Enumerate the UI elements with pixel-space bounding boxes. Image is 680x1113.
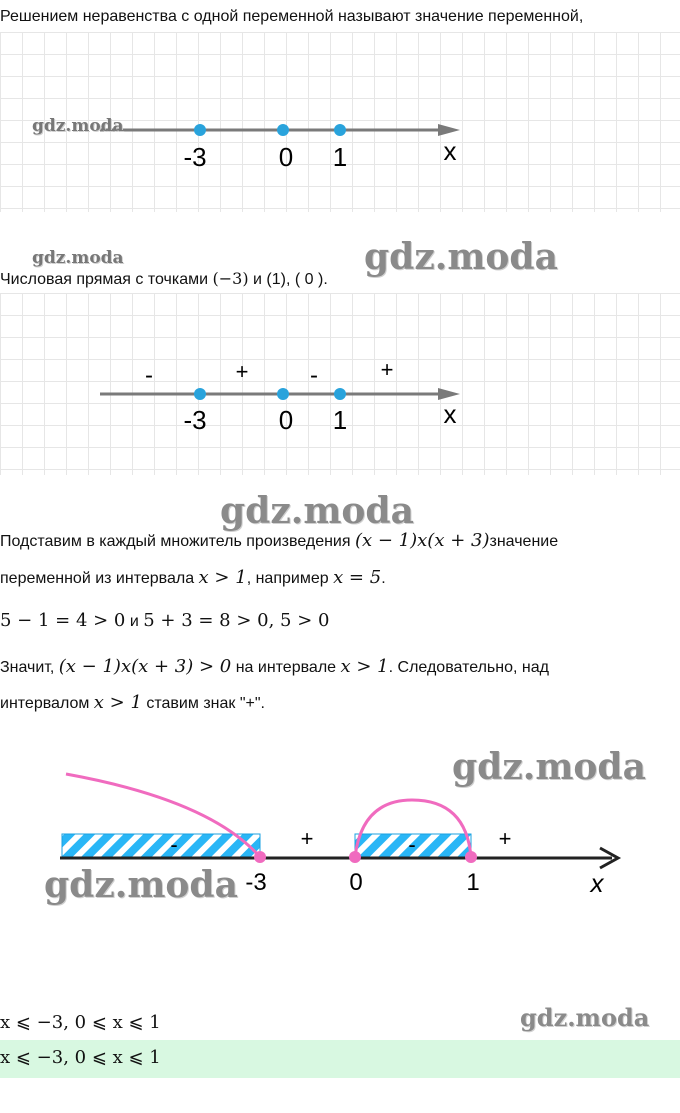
caption-2: Числовая прямая с точками (−3) и (1), ( 0 ).: [0, 269, 328, 288]
point-minus-3: [194, 124, 206, 136]
point-0: [349, 851, 361, 863]
sign-plus-1: +: [300, 826, 314, 851]
intro-text: Решением неравенства с одной переменной называют значение переменной,: [0, 8, 584, 25]
point-minus-3: [254, 851, 266, 863]
number-line-svg-2: [0, 293, 680, 475]
axis-arrow-icon: [438, 124, 460, 136]
point-1: [334, 388, 346, 400]
sign-interval-3: -: [310, 362, 318, 389]
sign-interval-2: +: [235, 359, 249, 384]
point-0: [277, 388, 289, 400]
sign-interval-4: +: [380, 357, 394, 382]
label-0: 0: [278, 405, 294, 435]
point-0: [277, 124, 289, 136]
watermark: gdz.moda: [44, 864, 238, 906]
label-minus-3: -3: [245, 869, 267, 896]
answer-line: x ⩽ −3, 0 ⩽ x ⩽ 1: [0, 1012, 161, 1033]
sign-shaded-middle: -: [408, 832, 416, 857]
watermark: gdz.moda: [364, 236, 558, 278]
paragraph-3-line-2: интервалом x > 1 ставим знак "+".: [0, 692, 265, 713]
sign-interval-1: -: [145, 362, 153, 389]
point-minus-3: [194, 388, 206, 400]
axis-label-x: x: [443, 136, 457, 166]
axis-label-x: x: [443, 399, 457, 429]
label-1: 1: [332, 405, 348, 435]
solution-diagram: [0, 740, 680, 920]
paragraph-3-line-1: Значит, (x − 1)x(x + 3) > 0 на интервале x > 1. Следовательно, над: [0, 656, 549, 677]
sign-plus-2: +: [498, 826, 512, 851]
watermark: gdz.moda: [32, 116, 124, 136]
label-0: 0: [349, 869, 363, 896]
number-line-figure-2: [0, 293, 680, 475]
label-0: 0: [278, 142, 294, 172]
label-minus-3: -3: [183, 405, 207, 435]
watermark: gdz.moda: [452, 746, 646, 788]
answer-highlighted: x ⩽ −3, 0 ⩽ x ⩽ 1: [0, 1047, 161, 1068]
answer-highlight: [0, 1040, 680, 1078]
number-line-figure-1: [0, 32, 680, 212]
axis-label-x: x: [590, 868, 604, 898]
paragraph-2: 5 − 1 = 4 > 0 и 5 + 3 = 8 > 0, 5 > 0: [0, 610, 330, 631]
paragraph-1-line-1: Подставим в каждый множитель произведения (x − 1)x(x + 3)значение: [0, 530, 559, 551]
label-1: 1: [332, 142, 348, 172]
sign-shaded-left: -: [170, 832, 178, 857]
point-1: [465, 851, 477, 863]
label-minus-3: -3: [183, 142, 207, 172]
watermark: gdz.moda: [520, 1003, 650, 1032]
shaded-interval-left: [62, 834, 260, 858]
paragraph-1-line-2: переменной из интервала x > 1, например x = 5.: [0, 567, 386, 588]
watermark: gdz.moda: [32, 248, 124, 268]
watermark: gdz.moda: [220, 490, 414, 532]
point-1: [334, 124, 346, 136]
label-1: 1: [466, 869, 480, 896]
